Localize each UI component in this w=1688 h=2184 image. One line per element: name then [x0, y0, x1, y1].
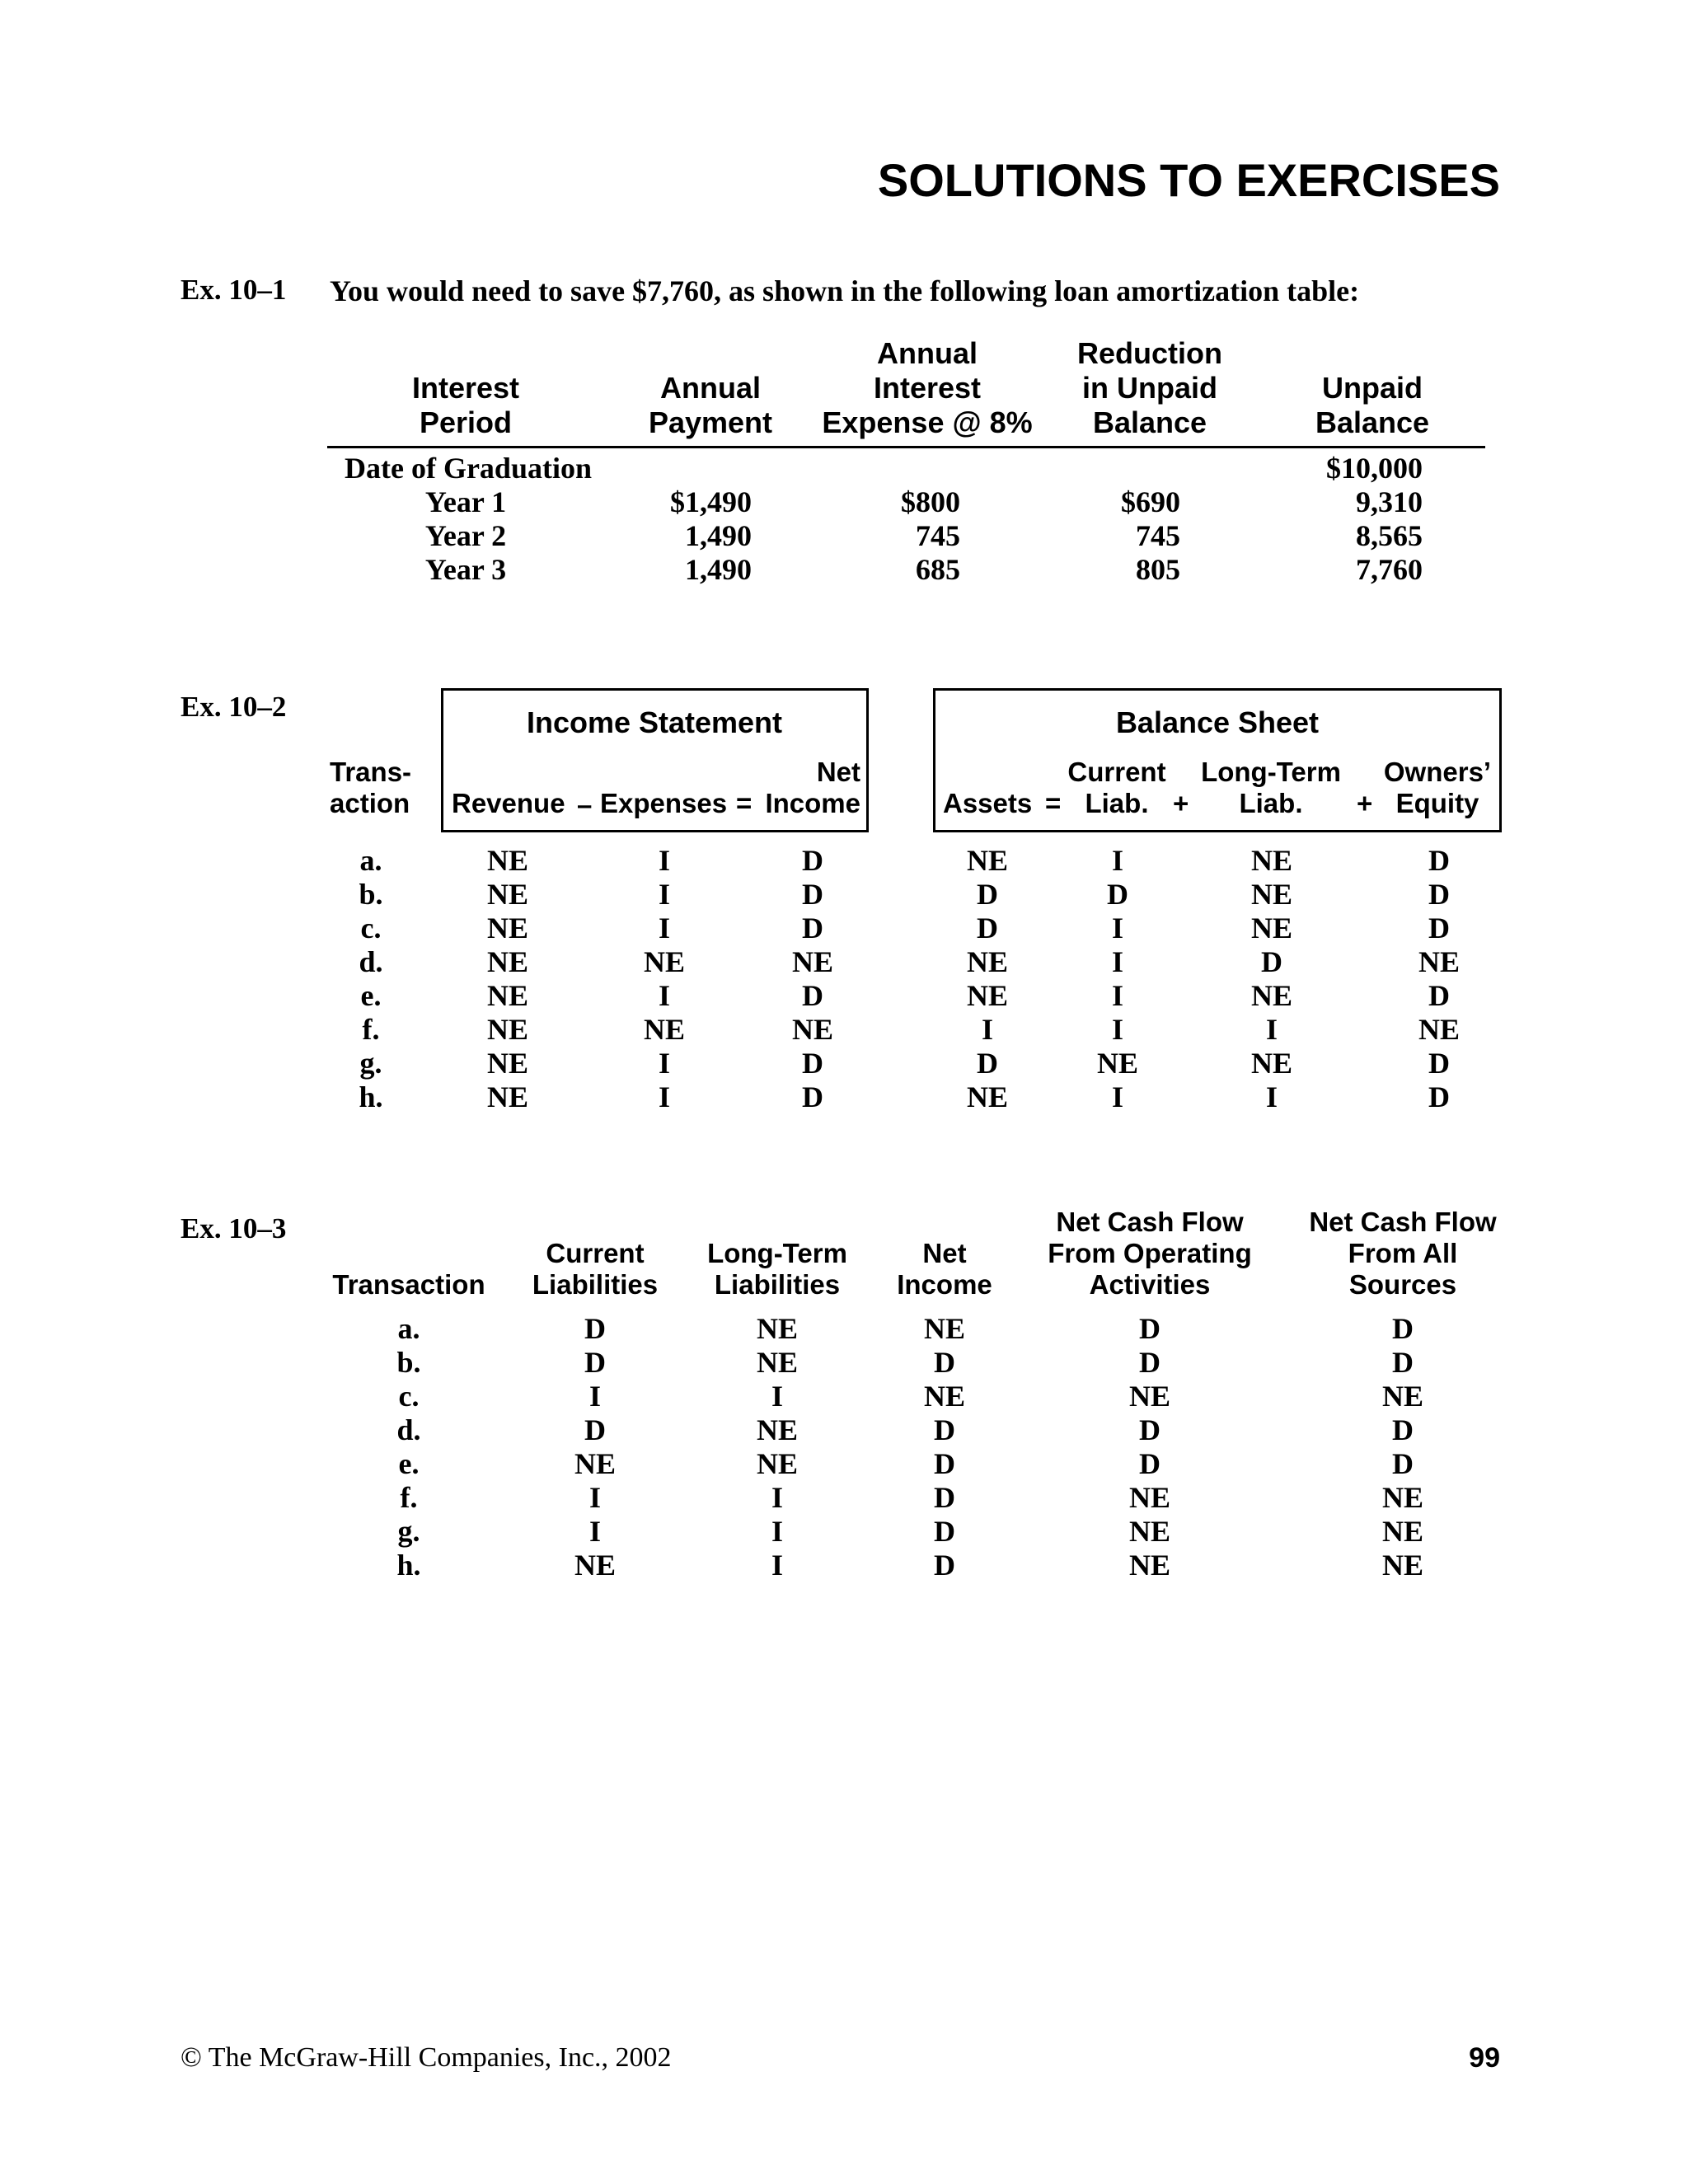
header-line: Income [765, 788, 860, 818]
header-unpaid-balance [1315, 371, 1429, 440]
table-cell: NE [966, 1080, 1009, 1113]
table-cell: D [977, 1047, 998, 1080]
table-cell: NE [756, 1413, 799, 1446]
table-cell: I [771, 1549, 784, 1582]
table-cell: I [1265, 1080, 1278, 1113]
table-cell: NE [486, 979, 529, 1012]
table-cell: D [584, 1413, 606, 1446]
table-cell: NE [1381, 1380, 1424, 1413]
header-line: Net Cash Flow [1056, 1207, 1244, 1237]
header-line: action [330, 788, 410, 818]
table-cell: I [771, 1515, 784, 1548]
table-cell: 685 [916, 553, 960, 586]
equals-sign: = [736, 788, 753, 818]
header-line: Liabilities [532, 1269, 659, 1300]
table-cell: Year 3 [424, 553, 507, 586]
table-cell: D [1428, 912, 1450, 944]
table-cell: D [802, 1080, 823, 1113]
income-statement-title: Income Statement [526, 705, 783, 739]
row-label: f. [362, 1013, 380, 1046]
table-cell: NE [923, 1312, 966, 1345]
header-operating-cash-flow [1048, 1207, 1252, 1301]
copyright-footer: © The McGraw-Hill Companies, Inc., 2002 [181, 2042, 672, 2073]
plus-sign: + [1357, 788, 1373, 818]
table-cell: D [1392, 1346, 1414, 1379]
table-cell: NE [574, 1447, 617, 1480]
table-cell: NE [1096, 1047, 1139, 1080]
row-label: h. [396, 1549, 421, 1582]
table-cell: I [1111, 912, 1124, 944]
table-cell: I [658, 878, 671, 911]
row-label: d. [396, 1413, 421, 1446]
table-cell: I [658, 979, 671, 1012]
table-cell: I [588, 1515, 602, 1548]
header-line: Reduction [1077, 336, 1222, 370]
table-cell: NE [791, 945, 834, 978]
row-label: c. [398, 1380, 420, 1413]
header-line: Liab. [1085, 788, 1149, 818]
equals-sign: = [1045, 788, 1062, 818]
table-cell: Year 1 [424, 485, 507, 518]
table-cell: $690 [1121, 485, 1180, 518]
table-cell: D [1428, 1047, 1450, 1080]
table-cell: NE [486, 912, 529, 944]
header-current-liab [1067, 757, 1165, 819]
table-cell: D [934, 1549, 955, 1582]
table-cell: 7,760 [1356, 553, 1423, 586]
table-cell: D [1139, 1312, 1160, 1345]
table-cell: D [1107, 878, 1128, 911]
table-cell: NE [574, 1549, 617, 1582]
table-cell: D [1139, 1346, 1160, 1379]
table-cell: 805 [1136, 553, 1180, 586]
table-cell: D [584, 1312, 606, 1345]
table-cell: I [1111, 844, 1124, 877]
header-line: Liab. [1239, 788, 1303, 818]
header-assets: Assets [943, 788, 1033, 818]
table-cell: I [1111, 1080, 1124, 1113]
table-cell: NE [966, 979, 1009, 1012]
table-cell: I [1111, 979, 1124, 1012]
header-rule [327, 446, 1485, 448]
table-cell: NE [1250, 1047, 1293, 1080]
table-cell: NE [1128, 1481, 1171, 1514]
table-cell: NE [1381, 1549, 1424, 1582]
table-cell: D [802, 979, 823, 1012]
table-cell: NE [756, 1312, 799, 1345]
table-cell: I [771, 1481, 784, 1514]
header-line: Interest [873, 371, 982, 405]
header-current-liabilities [532, 1238, 658, 1301]
table-cell: I [771, 1380, 784, 1413]
table-cell: D [1428, 844, 1450, 877]
header-line: Transaction [332, 1269, 485, 1300]
table-cell: Date of Graduation [345, 452, 592, 485]
table-cell: D [802, 1047, 823, 1080]
table-cell: NE [1418, 1013, 1461, 1046]
table-cell: NE [756, 1346, 799, 1379]
table-cell: NE [486, 945, 529, 978]
table-cell: D [1139, 1413, 1160, 1446]
exercise-intro-10-1: You would need to save $7,760, as shown in the following loan amortization table: [330, 274, 1360, 307]
header-line: Income [897, 1269, 992, 1300]
table-cell: I [658, 844, 671, 877]
table-cell: NE [1250, 878, 1293, 911]
table-cell: D [1392, 1447, 1414, 1480]
balance-sheet-title: Balance Sheet [1115, 705, 1320, 739]
table-cell: D [977, 878, 998, 911]
table-cell: NE [1381, 1515, 1424, 1548]
plus-sign: + [1173, 788, 1189, 818]
header-annual-interest [822, 336, 1032, 440]
table-cell: NE [643, 1013, 686, 1046]
header-line: Expense @ 8% [822, 405, 1033, 439]
table-cell: NE [966, 945, 1009, 978]
row-label: c. [360, 912, 382, 944]
table-cell: NE [1250, 844, 1293, 877]
table-cell: 1,490 [685, 553, 752, 586]
table-cell: D [977, 912, 998, 944]
header-line: From All [1348, 1238, 1458, 1268]
table-cell: D [1428, 979, 1450, 1012]
table-cell: D [802, 844, 823, 877]
table-cell: 8,565 [1356, 519, 1423, 552]
table-cell: I [981, 1013, 994, 1046]
header-owners-equity [1384, 757, 1491, 819]
table-cell: NE [1381, 1481, 1424, 1514]
table-cell: NE [643, 945, 686, 978]
table-cell: $10,000 [1326, 452, 1423, 485]
table-cell: D [802, 878, 823, 911]
table-cell: NE [1250, 979, 1293, 1012]
header-line: Long-Term [1201, 757, 1341, 787]
row-label: g. [397, 1515, 420, 1548]
table-cell: NE [1128, 1380, 1171, 1413]
header-line: Annual [659, 371, 761, 405]
table-cell: D [1139, 1447, 1160, 1480]
table-cell: 9,310 [1356, 485, 1423, 518]
table-cell: D [934, 1413, 955, 1446]
table-cell: NE [1250, 912, 1293, 944]
exercise-label-10-2: Ex. 10–2 [181, 691, 287, 723]
header-net-income [762, 757, 860, 819]
table-cell: D [1428, 1080, 1450, 1113]
table-cell: NE [486, 878, 529, 911]
header-line: Net [816, 757, 860, 787]
table-cell: NE [791, 1013, 834, 1046]
header-longterm-liab [1201, 757, 1341, 819]
header-interest-period [412, 371, 519, 440]
row-label: e. [360, 979, 382, 1012]
header-revenue: Revenue [452, 788, 565, 818]
header-line: From Operating [1048, 1238, 1252, 1268]
header-net-income [897, 1238, 992, 1301]
header-line: Current [1067, 757, 1166, 787]
header-reduction [1077, 336, 1222, 440]
page-number: 99 [1469, 2042, 1500, 2074]
header-line: Owners’ [1383, 757, 1492, 787]
table-cell: D [934, 1481, 955, 1514]
table-cell: D [802, 912, 823, 944]
row-label: b. [359, 878, 383, 911]
header-line: Net Cash Flow [1309, 1207, 1497, 1237]
table-cell: D [1428, 878, 1450, 911]
header-line: Balance [1315, 405, 1430, 439]
table-cell: I [658, 1080, 671, 1113]
header-annual-payment [649, 371, 772, 440]
header-line: Annual [877, 336, 978, 370]
table-cell: I [1265, 1013, 1278, 1046]
table-cell: NE [923, 1380, 966, 1413]
table-cell: D [934, 1346, 955, 1379]
row-label: h. [359, 1080, 383, 1113]
table-cell: I [658, 912, 671, 944]
header-line: Payment [648, 405, 773, 439]
table-cell: NE [1128, 1549, 1171, 1582]
header-transaction [332, 1269, 485, 1301]
table-cell: NE [486, 844, 529, 877]
minus-sign: – [577, 790, 593, 820]
table-cell: NE [486, 1013, 529, 1046]
header-line: Balance [1092, 405, 1207, 439]
table-cell: NE [486, 1080, 529, 1113]
exercise-label-10-1: Ex. 10–1 [181, 274, 287, 306]
table-cell: NE [966, 844, 1009, 877]
row-label: f. [400, 1481, 418, 1514]
row-label: d. [359, 945, 383, 978]
header-expenses: Expenses [600, 788, 728, 818]
table-cell: NE [1128, 1515, 1171, 1548]
table-cell: I [588, 1380, 602, 1413]
header-line: Period [419, 405, 513, 439]
table-cell: I [1111, 1013, 1124, 1046]
header-line: Activities [1089, 1269, 1211, 1300]
table-cell: 745 [916, 519, 960, 552]
table-cell: 1,490 [685, 519, 752, 552]
table-cell: D [1392, 1312, 1414, 1345]
header-all-sources-cash-flow [1309, 1207, 1496, 1301]
row-label: g. [359, 1047, 382, 1080]
table-cell: I [1111, 945, 1124, 978]
header-line: Trans- [330, 757, 412, 787]
table-cell: D [1261, 945, 1282, 978]
page-title: SOLUTIONS TO EXERCISES [877, 154, 1500, 206]
table-cell: NE [1418, 945, 1461, 978]
header-line: Equity [1395, 788, 1479, 818]
table-cell: 745 [1136, 519, 1180, 552]
header-line: Unpaid [1321, 371, 1423, 405]
header-line: Liabilities [714, 1269, 841, 1300]
table-cell: $800 [901, 485, 960, 518]
table-cell: Year 2 [424, 519, 507, 552]
header-line: Long-Term [707, 1238, 847, 1268]
header-longterm-liabilities [707, 1238, 847, 1301]
table-cell: D [934, 1515, 955, 1548]
row-label: e. [398, 1447, 420, 1480]
row-label: b. [396, 1346, 421, 1379]
header-transaction [330, 757, 411, 819]
table-cell: I [658, 1047, 671, 1080]
header-line: Current [546, 1238, 645, 1268]
table-cell: $1,490 [670, 485, 752, 518]
table-cell: D [584, 1346, 606, 1379]
exercise-label-10-3: Ex. 10–3 [181, 1212, 287, 1244]
header-line: Interest [411, 371, 520, 405]
row-label: a. [397, 1312, 420, 1345]
table-cell: D [1392, 1413, 1414, 1446]
header-line: Net [922, 1238, 967, 1268]
header-line: in Unpaid [1082, 371, 1217, 405]
header-line: Sources [1348, 1269, 1457, 1300]
table-cell: NE [756, 1447, 799, 1480]
table-cell: I [588, 1481, 602, 1514]
table-cell: NE [486, 1047, 529, 1080]
table-cell: D [934, 1447, 955, 1480]
row-label: a. [359, 844, 382, 877]
